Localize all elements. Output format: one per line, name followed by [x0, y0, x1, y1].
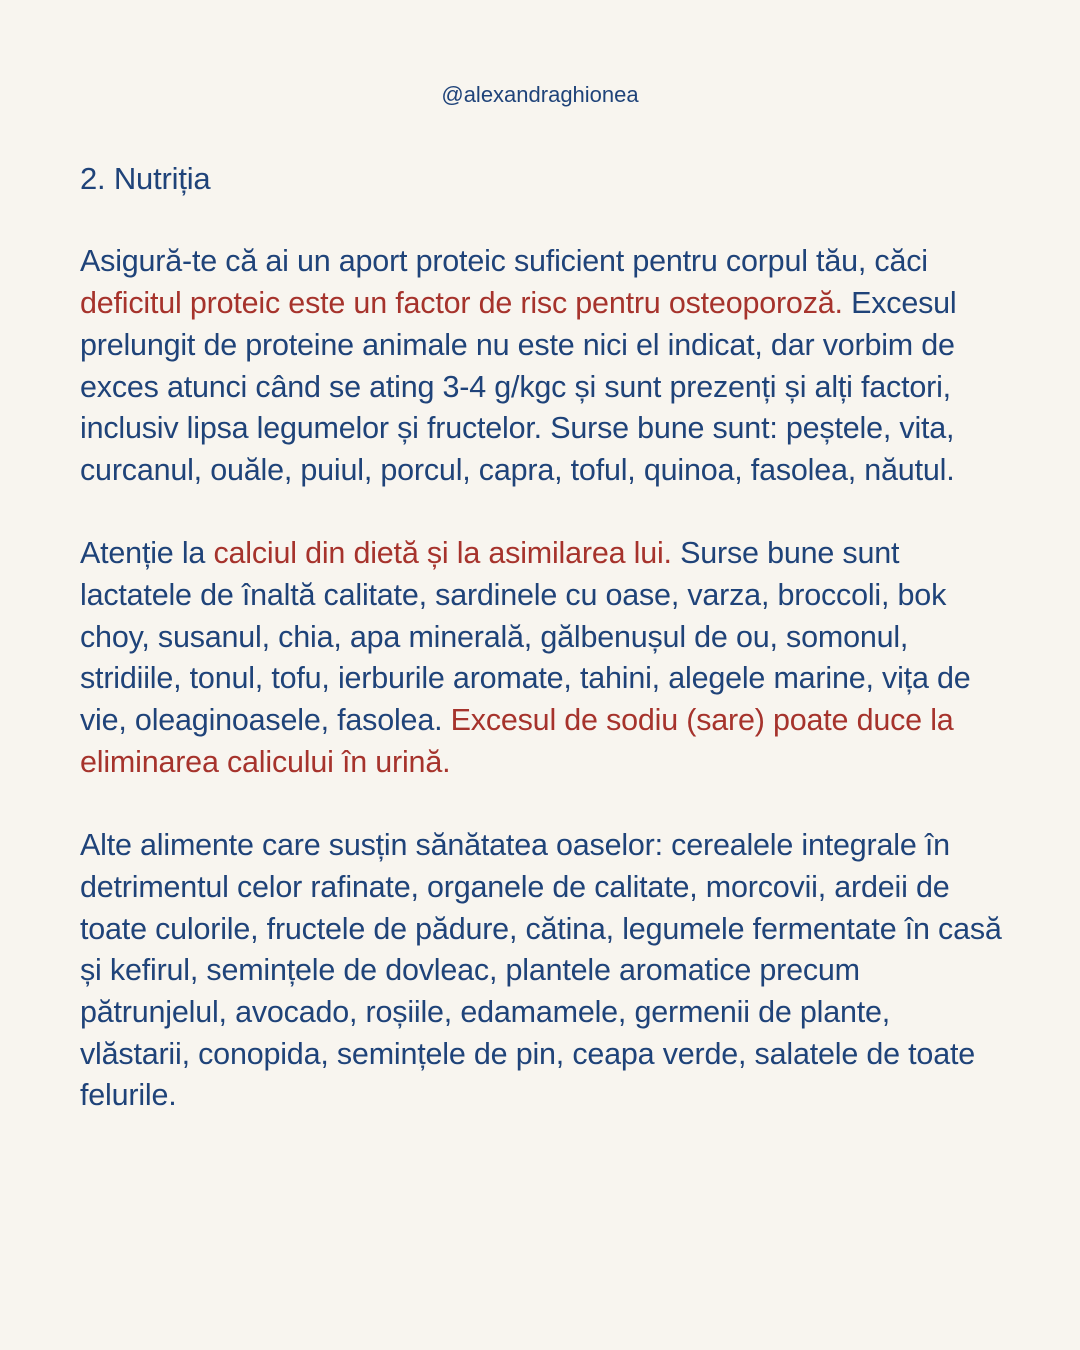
highlight-sodium-excess: Excesul de sodiu (sare) poate duce la eliminarea calicului în urină.	[80, 703, 954, 779]
highlight-protein-deficit: deficitul proteic este un factor de risc pentru osteoporoză.	[80, 286, 843, 321]
article-body	[80, 158, 1005, 1159]
paragraph-calcium-text-start: Atenție la	[80, 536, 214, 571]
section-title: 2. Nutriția	[80, 161, 211, 196]
paragraph-calcium-text-middle: Surse bune sunt lactatele de înaltă calitate, sardinele cu oase, varza, broccoli, bok choy, susanul, chia, apa minerală, gălbenușul de ou, somonul, stridiile, tonul, tofu, ierburile aromate, tahini, alegele marine, vița de vie, oleaginoasele, fasolea.	[80, 536, 971, 738]
paragraph-protein-text-start: Asigură-te că ai un aport proteic suficient pentru corpul tău, căci	[80, 244, 928, 279]
paragraph-other-foods: Alte alimente care susțin sănătatea oaselor: cerealele integrale în detrimentul celor rafinate, organele de calitate, morcovii, ardeii de toate culorile, fructele de pădure, cătina, legumele fermentate în casă și kefirul, semințele de dovleac, plantele aromatice precum pătrunjelul, avocado, roșiile, edamamele, germenii de plante, vlăstarii, conopida, semințele de pin, ceapa verde, salatele de toate felurile.	[80, 828, 1002, 1113]
paragraph-calcium	[80, 533, 1005, 783]
author-handle: @alexandraghionea	[441, 82, 639, 107]
paragraph-protein-text-end: Excesul prelungit de proteine animale nu este nici el indicat, dar vorbim de exces atunci când se ating 3-4 g/kgc și sunt prezenți și alți factori, inclusiv lipsa legumelor și fructelor. Surse bune sunt: peștele, vita, curcanul, ouăle, puiul, porcul, capra, toful, quinoa, fasolea, năutul.	[80, 286, 957, 487]
highlight-calcium-diet: calciul din dietă și la asimilarea lui.	[213, 536, 672, 571]
paragraph-protein	[80, 241, 1005, 491]
